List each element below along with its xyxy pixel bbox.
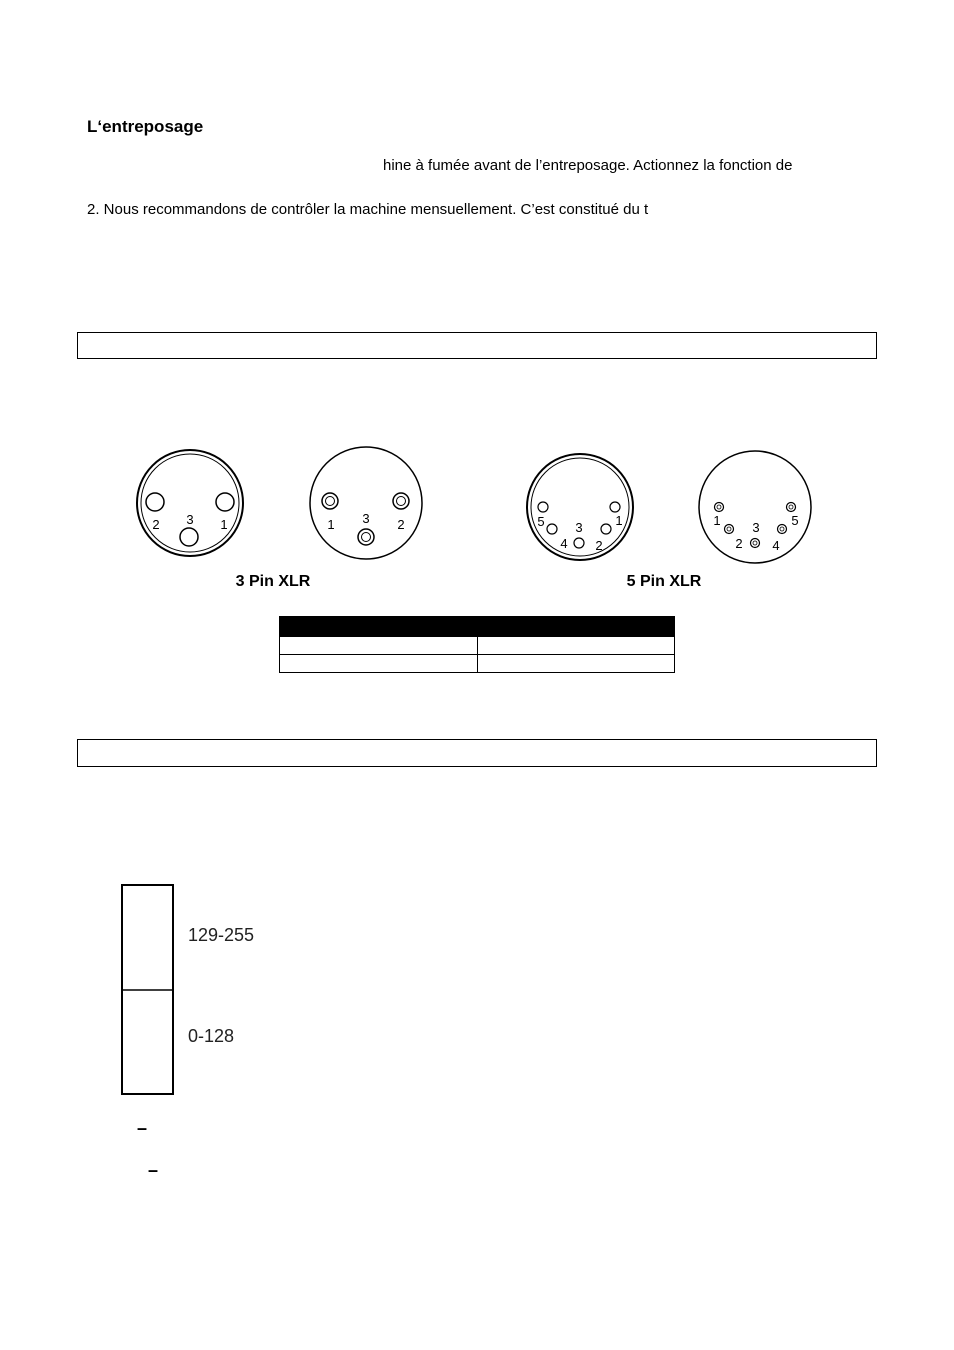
pin-label: 1	[615, 513, 623, 528]
section-bar-connections	[77, 332, 877, 359]
xlr-3pin-diagram	[120, 440, 440, 600]
table-header-row	[280, 617, 675, 637]
xlr-5pin-diagram	[510, 440, 830, 600]
table-row	[280, 655, 675, 673]
table-cell	[280, 655, 478, 673]
pin-label: 2	[595, 538, 603, 553]
pin-label: 1	[220, 517, 228, 532]
pin-label: 1	[713, 513, 721, 528]
pin-label: 2	[152, 517, 160, 532]
section-heading-storage: L‘entreposage	[87, 117, 204, 136]
pin-assignment-table	[279, 616, 675, 673]
pin-label: 4	[772, 538, 780, 553]
dmx-upper-range-label: 129-255	[188, 925, 255, 945]
xlr-5pin-male-connector	[527, 454, 633, 560]
dash-mark: –	[148, 1160, 159, 1180]
dash-mark: –	[137, 1118, 148, 1138]
table-cell	[477, 637, 675, 655]
pin-label: 1	[327, 517, 335, 532]
pin-label: 3	[186, 512, 194, 527]
pin-label: 3	[752, 520, 760, 535]
table-cell	[477, 655, 675, 673]
table-cell	[280, 637, 478, 655]
storage-text-line-2: 2. Nous recommandons de contrôler la machine mensuellement. C’est constitué du t	[87, 201, 649, 218]
pin-label: 3	[575, 520, 583, 535]
table-header-cell	[477, 617, 675, 637]
storage-text-line-1: hine à fumée avant de l’entreposage. Actionnez la fonction de	[383, 157, 793, 174]
pin-label: 2	[735, 536, 743, 551]
xlr-3pin-male-connector	[137, 450, 243, 556]
xlr-5pin-title: 5 Pin XLR	[626, 573, 702, 590]
xlr-5pin-female-connector	[699, 451, 811, 563]
pin-label: 3	[362, 511, 370, 526]
pin-label: 5	[791, 513, 799, 528]
xlr-3pin-title: 3 Pin XLR	[235, 573, 311, 590]
pin-label: 2	[397, 517, 405, 532]
pin-label: 4	[560, 536, 568, 551]
pin-label: 5	[537, 514, 545, 529]
table-row	[280, 637, 675, 655]
section-bar-dmx	[77, 739, 877, 767]
dmx-range-diagram	[110, 876, 310, 1102]
dmx-lower-range-label: 0-128	[188, 1026, 235, 1046]
xlr-3pin-female-connector	[310, 447, 422, 559]
table-header-cell	[280, 617, 478, 637]
